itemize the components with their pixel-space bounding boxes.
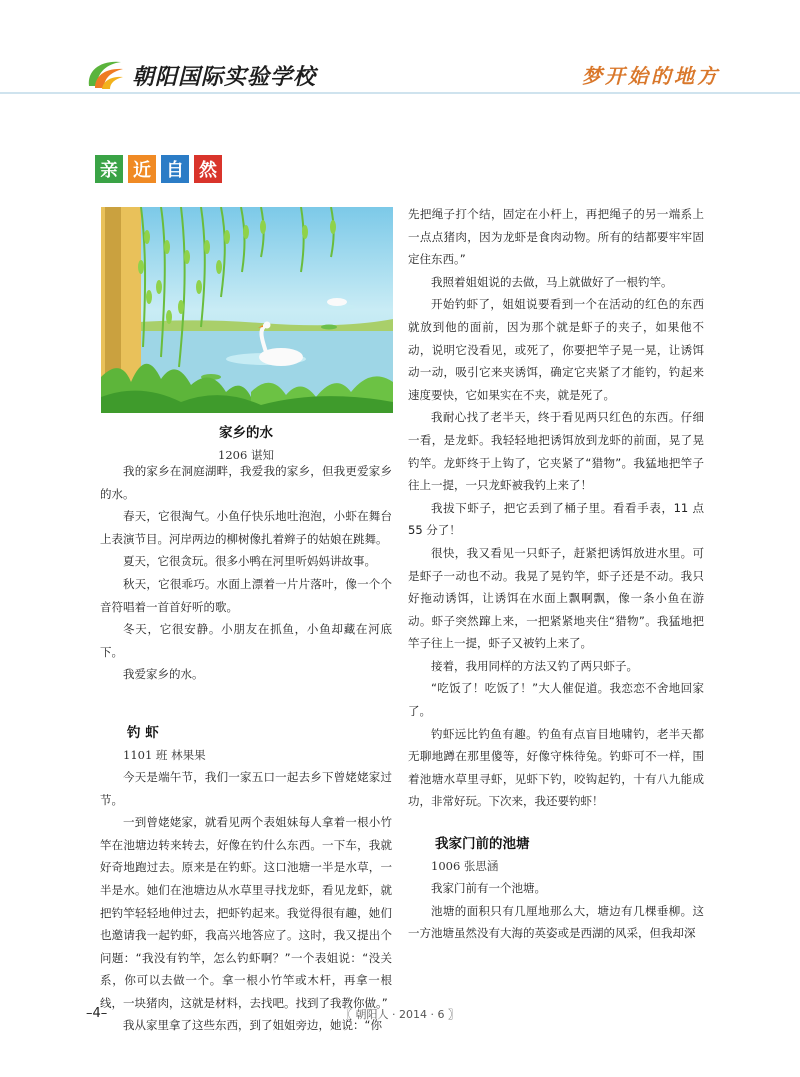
paragraph: 今天是端午节，我们一家五口一起去乡下曾姥姥家过节。 [100,769,392,807]
page-number: –4– [86,1006,108,1021]
paragraph: 春天，它很淘气。小鱼仔快乐地吐泡泡，小虾在舞台上表演节目。河岸两边的柳树像扎着辫子的姑娘在跳舞。 [100,509,392,546]
journal-footer: 〖 朝阳人 · 2014 · 6 〗 [341,1008,459,1021]
lake-illustration [101,207,393,413]
section-tag: 亲 [95,155,123,183]
paragraph: 一到曾姥姥家，就看见两个表姐妹每人拿着一根小竹竿在池塘边转来转去，好像在钓什么东西。一下车，我就好奇地跑过去。原来是在钓虾。这口池塘一半是水草，一半是水。她们在池塘边从水草里寻找龙虾，看见龙虾，就把钓竿轻轻地伸过去，把虾钓起来。我觉得很有趣，她们也邀请我一起钓虾，我高兴地答应了。这时，我又提出个问题：“我没有钓竿，怎么钓虾啊？”一个表姐说：“没关系，你可以去做一个。拿一根小竹竿或木杆，再拿一根线，一块猪肉，这就是材料，去找吧。找到了我教你做。” [100,815,392,1010]
left-column [100,460,392,1037]
paragraph: 我的家乡在洞庭湖畔，我爱我的家乡，但我更爱家乡的水。 [100,464,392,501]
article-title: 钓 虾 [127,724,159,741]
paragraph: 我照着姐姐说的去做，马上就做好了一根钓竿。 [431,274,673,289]
article-author: 1006 张思涵 [431,859,499,874]
section-tag: 近 [128,155,156,183]
right-column [408,203,704,945]
article-author-text: 1206 谌知 [218,448,274,462]
school-logo-icon [85,56,125,92]
section-tag: 自 [161,155,189,183]
paragraph: 我耐心找了老半天，终于看见两只红色的东西。仔细一看，是龙虾。我轻轻地把诱饵放到龙虾的前面，晃了晃钓竿。龙虾终于上钩了，它夹紧了“猎物”。我猛地把竿子往上一提，一只龙虾被我钓上来了！ [408,410,704,493]
article-title: 我家门前的池塘 [435,836,530,853]
paragraph: 钓虾远比钓鱼有趣。钓鱼有点盲目地啸钓，老半天都无聊地蹲在那里傻等，好像守株待兔。钓虾可不一样，围着池塘水草里寻虾，见虾下钓，咬钩起钓，十有八九能成功，非常好玩。下次来，我还要钓虾！ [408,726,704,809]
section-tag: 然 [194,155,222,183]
paragraph: “吃饭了！吃饭了！”大人催促道。我恋恋不舍地回家了。 [408,681,704,719]
paragraph: 先把绳子打个结，固定在小杆上，再把绳子的另一端系上一点点猪肉，因为龙虾是食肉动物。所有的结都要牢牢固定住东西。” [408,207,704,267]
paragraph: 秋天，它很乖巧。水面上漂着一片片落叶，像一个个音符唱着一首首好听的歌。 [100,576,392,614]
paragraph: 接着，我用同样的方法又钓了两只虾子。 [431,658,638,673]
article-title-text: 家乡的水 [219,425,273,441]
page-header [0,0,800,98]
header-slogan: 梦开始的地方 [582,64,720,88]
paragraph: 我从家里拿了这些东西，到了姐姐旁边，她说：“你 [123,1018,382,1033]
school-name: 朝阳国际实验学校 [132,64,317,90]
willow-swan-lake-image [101,207,393,413]
header-divider [0,92,800,94]
paragraph: 冬天，它很安静。小朋友在抓鱼，小鱼却藏在河底下。 [100,622,392,659]
paragraph: 很快，我又看见一只虾子，赶紧把诱饵放进水里。可是虾子一动也不动。我晃了晃钓竿，虾子还是不动。我只好拖动诱饵，让诱饵在水面上飘啊飘，像一条小鱼在游动。虾子突然蹿上来，一把紧紧地夹住“猎物”。我猛地把竿子往上一提，虾子又被钓上来了。 [408,545,704,651]
section-heading [95,155,222,183]
paragraph: 夏天，它很贪玩。很多小鸭在河里听妈妈讲故事。 [123,554,376,569]
paragraph: 池塘的面积只有几厘地那么大，塘边有几棵垂柳。这一方池塘虽然没有大海的英姿或是西湖的风采，但我却深 [408,903,704,941]
paragraph: 我爱家乡的水。 [123,667,204,682]
paragraph: 开始钓虾了，姐姐说要看到一个在活动的红色的东西就放到他的面前，因为那个就是虾子的夹子，如果他不动，说明它没看见，或死了，你要把竿子晃一晃，让诱饵动一动，吸引它来夹诱饵，确定它夹紧了才能钓，钓起来速度要快，它如果实在不夹，就是死了。 [408,297,704,402]
paragraph: 我家门前有一个池塘。 [431,881,546,896]
article-title [100,422,392,444]
paragraph: 我拔下虾子，把它丢到了桶子里。看看手表，11 点 55 分了！ [408,500,704,538]
article-author: 1101 班 林果果 [123,747,206,762]
